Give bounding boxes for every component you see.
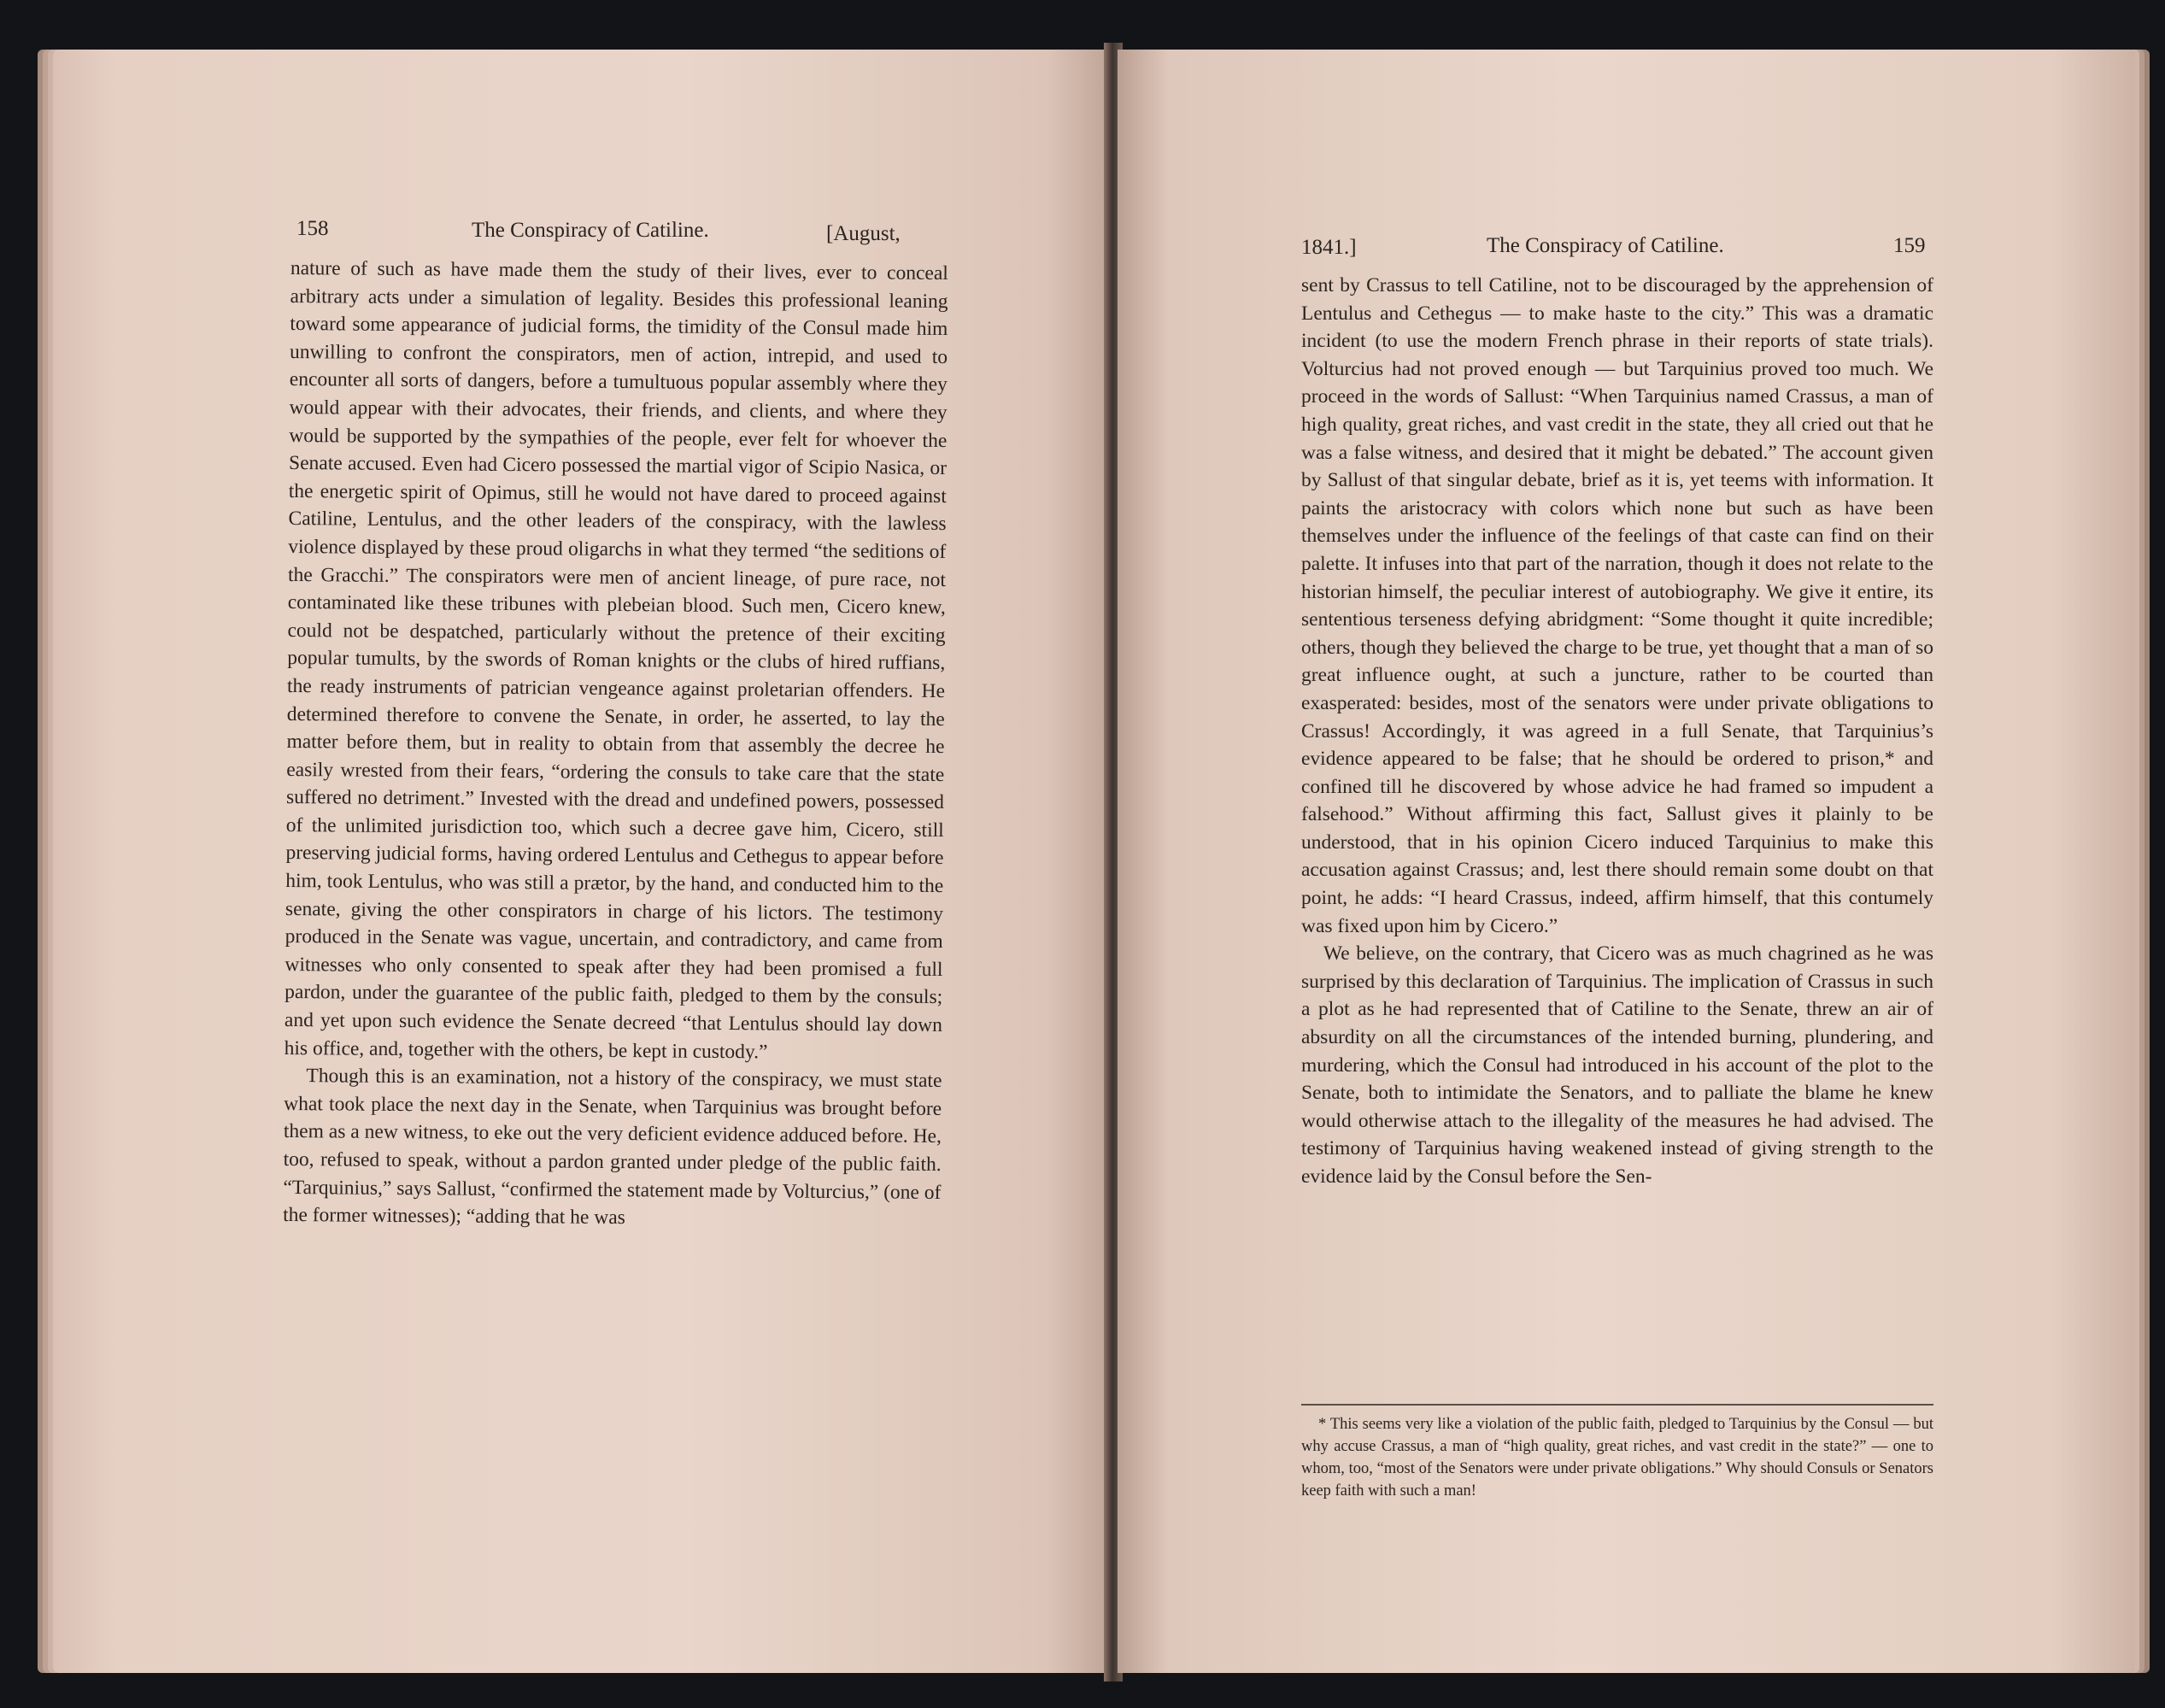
footnote-text: * This seems very like a violation of the public faith, pledged to Tarquinius by the Consul — but why accuse Crassus, a man of “high quality, great riches, and vast credit in the state?” — one to whom, too, “most of the Senators were under private obligations.” Why should Consuls or Senators keep faith with such a man! — [1301, 1416, 1933, 1500]
open-book — [34, 34, 2144, 1683]
left-body-text — [283, 255, 948, 1235]
right-page-number: 159 — [1893, 234, 1926, 257]
right-page — [1118, 50, 2134, 1673]
left-paragraph-1: nature of such as have made them the study of their lives, ever to conceal arbitrary acts under a simulation of legality. Besides this professional leaning toward some appearance of judicial forms, the timidity of the Consul made him unwilling to confront the conspirators, men of action, intrepid, and used to encounter all sorts of dangers, before a tumultuous popular assembly where they would appear with their advocates, their friends, and clients, and where they would be supported by the sympathies of the people, ever felt for whoever the Senate accused. Even had Cicero possessed the martial vigor of Scipio Nasica, or the energetic spirit of Opimus, still he would not have dared to proceed against Catiline, Lentulus, and the other leaders of the conspiracy, with the lawless violence displayed by these proud oligarchs in what they termed “the seditions of the Gracchi.” The conspirators were men of ancient lineage, of pure race, not contaminated like these tribunes with plebeian blood. Such men, Cicero knew, could not be despatched, particularly without the pretence of their exciting popular tumults, by the swords of Roman knights or the clubs of hired ruffians, the ready instruments of patrician vengeance against proletarian offenders. He determined therefore to convene the Senate, in order, he asserted, to lay the matter before them, but in reality to obtain from that assembly the decree he easily wrested from their fears, “ordering the consuls to take care that the state suffered no detriment.” Invested with the dread and undefined powers, possessed of the unlimited jurisdiction too, which such a decree gave him, Cicero, still preserving judicial forms, having ordered Lentulus and Cethegus to appear before him, took Lentulus, who was still a prætor, by the hand, and conducted him to the senate, giving the other conspirators in charge of his lictors. The testimony produced in the Senate was vague, uncertain, and contradictory, and came from witnesses who only consented to speak after they had been promised a full pardon, under the guarantee of the public faith, pledged to them by the consuls; and yet upon such evidence the Senate decreed “that Lentulus should lay down his office, and, together with the others, be kept in custody.” — [284, 256, 948, 1064]
left-paragraph-2: Though this is an examination, not a history of the conspiracy, we must state what took place the next day in the Senate, when Tarquinius was brought before them as a new witness, to eke out the very deficient evidence adduced before. He, too, refused to speak, without a pardon granted under pledge of the public faith. “Tarquinius,” says Sallust, “confirmed the statement made by Volturcius,” (one of the former witnesses); “adding that he was — [283, 1065, 942, 1230]
footnote-rule — [1301, 1404, 1933, 1406]
left-running-month: [August, — [826, 222, 901, 245]
right-running-year: 1841.] — [1301, 236, 1357, 259]
left-page — [53, 50, 1109, 1673]
right-paragraph-2: We believe, on the contrary, that Cicero was as much chagrined as he was surprised by this declaration of Tarquinius. The implication of Crassus in such a plot as he had represented that of Catiline to the Senate, threw an air of absurdity on all the circumstances of the intended burning, plundering, and murdering, which the Consul had introduced in his account of the plot to the Senate, both to intimidate the Senators, and to palliate the blame he knew would otherwise attach to the illegality of the measures he had advised. The testimony of Tarquinius having weakened instead of giving strength to the evidence laid by the Consul before the Sen- — [1301, 942, 1933, 1188]
right-running-title: The Conspiracy of Catiline. — [1487, 234, 1724, 257]
left-running-title: The Conspiracy of Catiline. — [472, 219, 709, 242]
footnote — [1301, 1413, 1933, 1502]
left-page-number: 158 — [296, 217, 329, 240]
right-paragraph-1: sent by Crassus to tell Catiline, not to be discouraged by the apprehension of Lentulus and Cethegus — to make haste to the city.” This was a dramatic incident (to use the modern French phrase in their reports of state trials). Volturcius had not proved enough — but Tarquinius proved too much. We proceed in the words of Sallust: “When Tarquinius named Crassus, a man of high quality, great riches, and vast credit in the state, they all cried out that he was a false witness, and desired that it might be debated.” The account given by Sallust of that singular debate, brief as it is, yet teems with information. It paints the aristocracy with colors which none but such as have been themselves under the influence of the feelings of that caste can find on their palette. It infuses into that part of the narration, though it does not relate to the historian himself, the peculiar interest of autobiography. We give it entire, its sententious terseness defying abridgment: “Some thought it quite incredible; others, though they believed the charge to be true, yet thought that a man of so great influence ought, at such a juncture, rather to be courted than exasperated: besides, most of the senators were under private obligations to Crassus! Accordingly, it was agreed in a full Senate, that Tarquinius’s evidence appeared to be false; that he should be ordered to prison,* and confined till he discovered by whose advice he had framed so impudent a falsehood.” Without affirming this fact, Sallust gives it plainly to be understood, that in his opinion Cicero induced Tarquinius to make this accusation against Crassus; and, lest there should remain some doubt on that point, he adds: “I heard Crassus, indeed, affirm himself, that this contumely was fixed upon him by Cicero.” — [1301, 274, 1933, 937]
right-body-text — [1301, 272, 1933, 1191]
